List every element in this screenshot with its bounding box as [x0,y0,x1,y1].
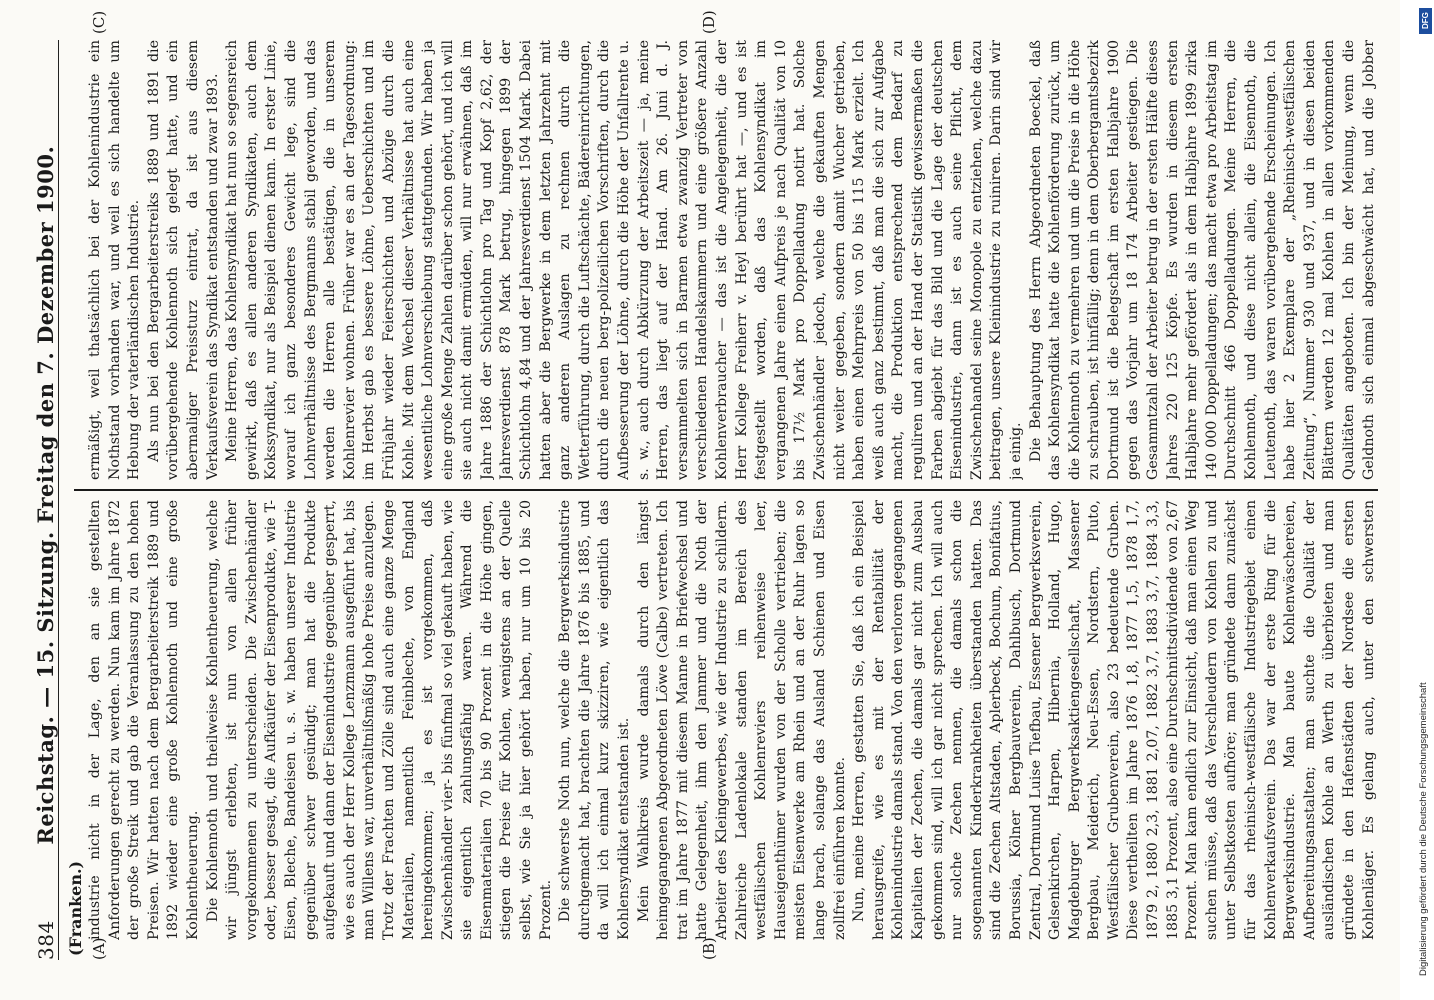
paragraph: Die Behauptung des Herrn Abgeordneten Boeckel, daß das Kohlensyndikat hatte die Kohlenförderung zurück, um die Kohlennoth zu vermehren und um die Preise in die Höhe zu schrauben, ist hinfällig; denn in dem Oberbergamtsbezirk Dortmund ist die Belegschaft im ersten Halbjahre 1900 gegen das Vorjahr um 18 174 Arbeiter gestiegen. Die Gesammtzahl der Arbeiter betrug in der ersten Hälfte dieses Jahres 220 125 Köpfe. Es wurden in diesem ersten Halbjahre mehr gefördert als in dem Halbjahre 1899 zirka 140 000 Doppelladungen; das macht etwa pro Arbeitstag im Durchschnitt 466 Doppelladungen. Meine Herren, die Kohlennoth, und diese nicht allein, die Eisennoth, die Leutenoth, das waren vorübergehende Erscheinungen. Ich habe hier 2 Exemplare der „Rheinisch-westfälischen Zeitung“, Nummer 930 und 937, und in diesen beiden Blättern werden 12 mal Kohlen in allen vorkommenden Qualitäten angeboten. Ich bin der Meinung, wenn die Geldnoth sich einmal abgeschwächt hat, und die Jobber [1027,40,1377,480]
paragraph: industrie nicht in der Lage, den an sie gestellten Anforderungen gerecht zu werden. Nun kam im Jahre 1872 der große Streik und gab die Veranlassung zu den hohen Preisen. Wir hatten nach dem Bergarbeiterstreik 1889 und 1892 wieder eine große Kohlennoth und eine große Kohlentheuerung. [87,500,201,940]
paragraph: Die Kohlennoth und theilweise Kohlentheuerung, welche wir jüngst erlebten, ist nun von allen früher vorgekommenen zu unterscheiden. Die Zwischenhändler oder, besser gesagt, die Aufkäufer der Eisenprodukte, wie T-Eisen, Bleche, Bandeisen u. s. w. haben unserer Industrie gegenüber schwer gesündigt; man hat die Produkte aufgekauft und dann der Eisenindustrie gegenüber gesperrt, wie es auch der Herr Kollege Lenzmann ausgeführt hat, bis man Willens war, unverhältnißmäßig hohe Preise anzulegen. Trotz der Frachten und Zölle sind auch eine ganze Menge Materialien, namentlich Feinbleche, von England hereingekommen; ja es ist vorgekommen, daß Zwischenhändler vier- bis fünfmal so viel gekauft haben, wie sie eigentlich zahlungsfähig waren. Während die Eisenmaterialien 70 bis 90 Prozent in die Höhe gingen, stiegen die Preise für Kohlen, wenigstens an der Quelle selbst, wie Sie ja hier gehört haben, nur um 10 bis 20 Prozent. [204,500,554,940]
page-header [18,40,59,960]
column-divider [74,489,1378,491]
page-title: Reichstag. — 15. Sitzung. Freitag den 7. Dezember 1900. [33,145,58,845]
paragraph: Als nun bei den Bergarbeiterstreiks 1889 und 1891 die vorübergehende Kohlennoth sich gelegt hatte, und ein abermaliger Preissturz eintrat, da ist aus diesem Verkaufsverein das Syndikat entstanden und zwar 1893. [145,40,221,480]
paragraph: Mein Wahlkreis wurde damals durch den längst heimgegangenen Abgeordneten Löwe (Calbe) vertreten. Ich trat im Jahre 1877 mit diesem Manne in Briefwechsel und hatte Gelegenheit, ihm den Jammer und die Noth der Arbeiter des Kleingewerbes, wie der Industrie zu schildern. Zahlreiche Ladenlokale standen im Bereich des westfälischen Kohlenreviers reihenweise leer, Hauseigenthümer wurden von der Scholle vertrieben; die meisten Eisenwerke am Rhein und an der Ruhr lagen so lange brach, solange das Ausland Schienen und Eisen zollfrei einführen konnte. [635,500,848,940]
page-number: 384 [34,920,58,960]
left-column [86,500,1378,940]
credit-text: Digitalisierung gefördert durch die Deutsche Forschungsgemeinschaft [1418,682,1429,976]
digitization-credit [1418,6,1434,996]
margin-marker-a: (A) [90,937,108,960]
margin-marker-b: (B) [700,937,718,960]
dfg-badge: DFG [1419,8,1432,34]
speaker-label: (Franken.) [66,860,85,956]
paragraph: Meine Herren, das Kohlensyndikat hat nun so segensreich gewirkt, daß es allen anderen Syndikaten, auch dem Kokssyndikat, nur als Beispiel dienen kann. In erster Linie, worauf ich ganz besonderes Gewicht lege, sind die Lohnverhältnisse des Bergmanns stabil geworden, und das werden die Herren alle bestätigen, die in unserem Kohlenrevier wohnen. Früher war es an der Tagesordnung: im Herbst gab es bessere Löhne, Ueberschichten und im Frühjahr wieder Feierschichten und Abzüge durch die Kohle. Mit dem Wechsel dieser Verhältnisse hat auch eine wesentliche Lohnverschiebung stattgefunden. Wir haben ja eine große Menge Zahlen darüber schon gehört, und ich will sie auch nicht damit ermüden, will nur erwähnen, daß im Jahre 1886 der Schichtlohn pro Tag und Kopf 2,62, der Jahresverdienst 878 Mark betrug, hingegen 1899 der Schichtlohn 4,84 und der Jahresverdienst 1504 Mark. Dabei hatten aber die Bergwerke in dem letzten Jahrzehnt mit ganz anderen Auslagen zu rechnen durch die Wetterführung, durch die Luftschächte, Bädereinrichtungen, durch die neuen berg-polizeilichen Vorschriften, durch die Aufbesserung der Löhne, durch die Höhe der Unfallrente u. s. w., auch durch Abkürzung der Arbeitszeit — ja, meine Herren, das liegt auf der Hand. Am 26. Juni d. J. versammelten sich in Barmen etwa zwanzig Vertreter von verschiedenen Handelskammern und eine größere Anzahl Kohlenverbraucher — das ist die Angelegenheit, die der Herr Kollege Freiherr v. Heyl berührt hat —, und es ist festgestellt worden, daß das Kohlensyndikat im vergangenen Jahre einen Aufpreis je nach Qualität von 10 bis 17½ Mark pro Doppelladung notirt hat. Solche Zwischenhändler jedoch, welche die gekauften Mengen nicht weiter gegeben, sondern damit Wucher getrieben, haben einen Mehrpreis von 50 bis 115 Mark erzielt. Ich weiß auch ganz bestimmt, daß man die sich zur Aufgabe macht, die Produktion entsprechend dem Bedarf zu reguliren und an der Hand der Statistik gewissermaßen die Farben abgiebt für das Bild und die Lage der deutschen Eisenindustrie, dann ist es auch seine Pflicht, dem Zwischenhandel seine Monopole zu entziehen, welche dazu beitragen, unsere Kleinindustrie zu ruiniren. Darin sind wir ja einig. [224,40,1024,480]
paragraph: ermäßigt, weil thatsächlich bei der Kohlenindustrie ein Nothstand vorhanden war, und weil es sich handelte um Hebung der vaterländischen Industrie. [87,40,143,480]
paragraph: Die schwerste Noth nun, welche die Bergwerksindustrie durchgemacht hat, brachten die Jahre 1876 bis 1885, und da will ich einmal kurz skizziren, wie eigentlich das Kohlensyndikat entstanden ist. [557,500,633,940]
margin-marker-c: (C) [90,10,108,34]
right-column [86,40,1378,480]
margin-marker-d: (D) [700,10,718,34]
paragraph: Nun, meine Herren, gestatten Sie, daß ich ein Beispiel herausgreife, wie es mit der Rentabilität der Kohlenindustrie damals stand. Von den verloren gegangenen Kapitalien der Zechen, die damals gar nicht zum Ausbau gekommen sind, will ich gar nicht sprechen. Ich will auch nur solche Zechen nennen, die damals schon die sogenannten Kinderkrankheiten überstanden hatten. Das sind die Zechen Altstaden, Aplerbeck, Bochum, Bonifatius, Borussia, Kölner Bergbauverein, Dahlbusch, Dortmund Zentral, Dortmund Luise Tiefbau, Essener Bergwerksverein, Gelsenkirchen, Harpen, Hibernia, Holland, Hugo, Magdeburger Bergwerksaktiengesellschaft, Massener Bergbau, Meiderich, Neu-Essen, Nordstern, Pluto, Westfälischer Grubenverein, also 23 bedeutende Gruben. Diese vertheilten im Jahre 1876 1,8, 1877 1,5, 1878 1,7, 1879 2, 1880 2,3, 1881 2,07, 1882 3,7, 1883 3,7, 1884 3,3, 1885 3,1 Prozent, also eine Durchschnittsdividende von 2,67 Prozent. Man kam endlich zur Einsicht, daß man einen Weg suchen müsse, daß das Verschleudern von Kohlen zu und unter Selbstkosten aufhöre; man gründete dann zunächst für das rheinisch-westfälische Industriegebiet einen Kohlenverkaufsverein. Das war der erste Ring für die Bergwerksindustrie. Man baute Kohlenwäschereien, Aufbereitungsanstalten; man suchte die Qualität der ausländischen Kohle an Werth zu überbieten und man gründete in den Hafenstädten der Nordsee die ersten Kohlenläger. Es gelang auch, unter den schwersten [851,500,1377,940]
